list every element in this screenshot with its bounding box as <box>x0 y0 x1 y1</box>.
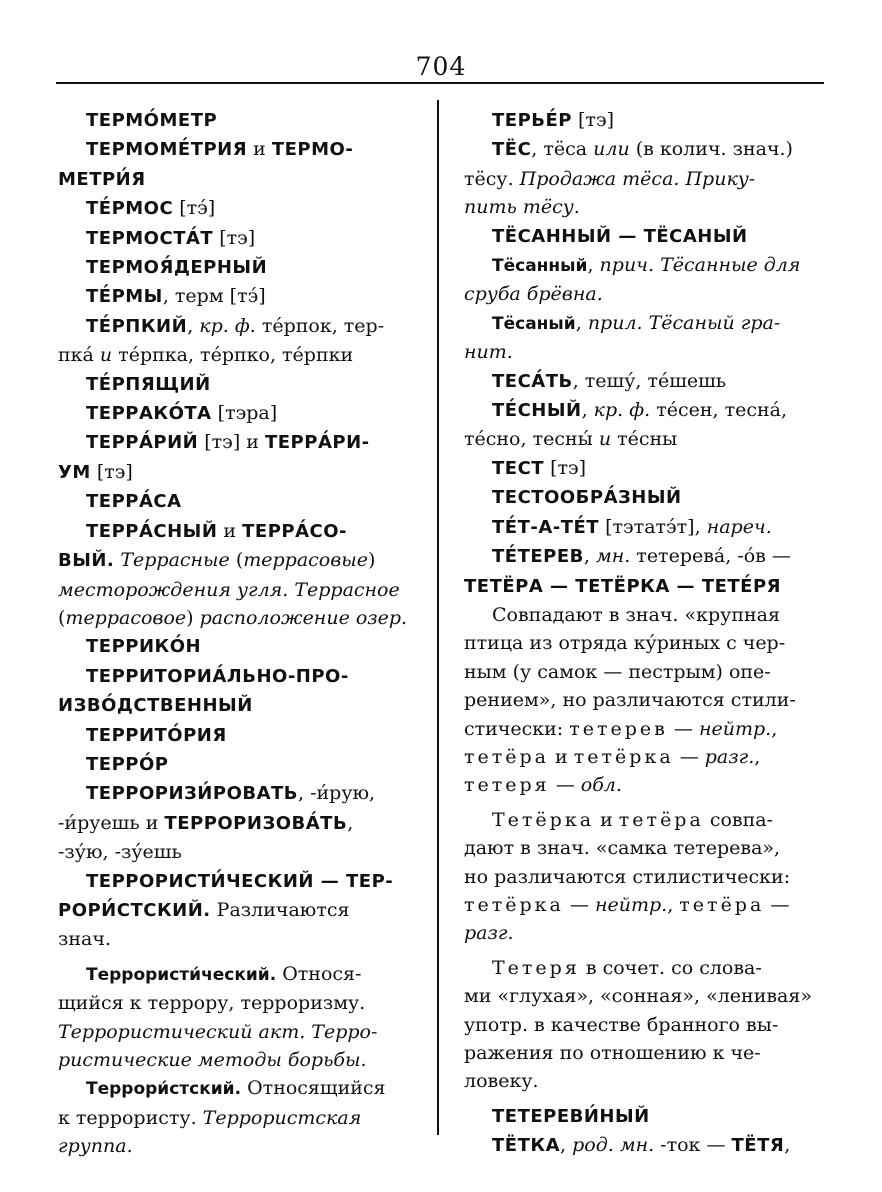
text-line: знач. <box>58 928 111 951</box>
text-line: ТЕРРИТОРИА́ЛЬНО-ПРО- <box>86 665 349 687</box>
text-line: разг. <box>464 922 514 945</box>
text-line: ТЕРРО́Р <box>86 753 169 775</box>
text-line: рением», но различаются стили- <box>464 689 796 712</box>
text-line: ИЗВО́ДСТВЕННЫЙ <box>58 695 253 717</box>
text-line: употр. в качестве бранного вы- <box>464 1013 779 1036</box>
text-line: ТЕТЁРА — ТЕТЁРКА — ТЕТЕ́РЯ <box>464 575 782 597</box>
text-line: ми «глухая», «сонная», «ленивая» <box>464 985 812 1008</box>
text-line: ристические методы борьбы. <box>58 1049 367 1071</box>
text-line: ТЕРМОСТА́Т [тэ] <box>86 226 256 249</box>
text-line: сруба брёвна. <box>464 283 603 306</box>
text-line: группа. <box>58 1135 133 1158</box>
text-line: ТЕСТООБРА́ЗНЫЙ <box>492 487 682 509</box>
text-line: тёсу. Продажа тёса. Прику- <box>464 167 756 190</box>
text-line: дают в знач. «самка тетерева», <box>464 837 781 860</box>
text-line: ТЕ́РПЯЩИЙ <box>86 373 211 395</box>
text-line: месторождения угля. Террасное <box>58 578 400 601</box>
text-line: ТЕРМОМЕ́ТРИЯ и ТЕРМО- <box>86 138 354 161</box>
text-line: РОРИ́СТСКИЙ. Различаются <box>58 898 350 921</box>
text-line: ТЕРРИТО́РИЯ <box>86 724 227 746</box>
text-line: Террори́стский. Относящийся <box>86 1077 386 1100</box>
text-line: Тёсанный, прич. Тёсанные для <box>492 254 801 277</box>
text-line: ТЕ́РМОС [тэ́] <box>86 197 216 220</box>
text-line: -и́руешь и ТЕРРОРИЗОВА́ТЬ, <box>58 811 354 834</box>
text-line: ТЁС, тёса или (в колич. знач.) <box>492 138 793 161</box>
text-line: ТЕРРИКО́Н <box>86 636 202 658</box>
text-line: ВЫЙ. Террасные (террасовые) <box>58 549 376 572</box>
text-line: ТЁСАННЫЙ — ТЁСАНЫЙ <box>492 225 748 247</box>
text-line: ТЕ́Т-А-ТЕ́Т [тэтатэ́т], нареч. <box>492 515 772 538</box>
text-line: тетёрка — нейтр., тетёра — <box>464 893 790 916</box>
page-number: 704 <box>415 52 467 81</box>
text-line: ТЁТКА, род. мн. -ток — ТЁТЯ, <box>492 1134 791 1157</box>
text-line: ТЕ́СНЫЙ, кр. ф. те́сен, тесна́, <box>492 399 788 422</box>
text-line: но различаются стилистически: <box>464 865 791 888</box>
text-line: ТЕРРА́РИЙ [тэ] и ТЕРРА́РИ- <box>86 431 370 454</box>
text-line: ТЕРМОЯ́ДЕРНЫЙ <box>86 257 268 279</box>
text-line: МЕТРИ́Я <box>58 168 146 190</box>
text-line: ТЕ́РПКИЙ, кр. ф. те́рпок, тер- <box>86 314 385 337</box>
text-line: Террористический акт. Терро- <box>58 1020 378 1043</box>
text-line: ТЕРЬЕ́Р [тэ] <box>492 109 615 131</box>
text-line: ражения по отношению к че- <box>464 1042 761 1064</box>
text-line: (террасовое) расположение озер. <box>58 606 408 629</box>
text-line: ТЕСА́ТЬ, тешу́, те́шешь <box>492 369 727 392</box>
text-line: ТЕ́ТЕРЕВ, мн. тетерева́, -о́в — <box>492 545 791 568</box>
text-line: Совпадают в знач. «крупная <box>492 603 780 626</box>
text-line: Тетёрка и тетёра совпа- <box>492 808 774 831</box>
text-line: Тёсаный, прил. Тёсаный гра- <box>492 311 781 334</box>
text-line: ТЕ́РМЫ, терм [тэ́] <box>86 285 266 308</box>
text-line: -зу́ю, -зу́ешь <box>58 841 182 864</box>
text-line: пка́ и те́рпка, те́рпко, те́рпки <box>58 344 354 367</box>
text-line: УМ [тэ] <box>58 460 133 483</box>
text-line: ТЕРРА́СА <box>86 491 182 513</box>
header-rule <box>56 82 824 84</box>
column-divider <box>437 100 439 1135</box>
text-line: тетеря — обл. <box>464 774 622 797</box>
text-line: ТЕРРА́СНЫЙ и ТЕРРА́СО- <box>86 519 348 542</box>
text-line: Тетеря в сочет. со слова- <box>492 956 762 979</box>
text-line: ТЕРМО́МЕТР <box>86 110 218 131</box>
right-column <box>464 106 822 1161</box>
left-column <box>58 106 416 1161</box>
text-line: ТЕТЕРЕВИ́НЫЙ <box>492 1105 650 1127</box>
text-line: нит. <box>464 341 513 364</box>
text-line: ТЕСТ [тэ] <box>492 456 587 479</box>
text-line: к террористу. Террористская <box>58 1106 362 1129</box>
text-line: пить тёсу. <box>464 196 580 219</box>
text-line: ТЕРРОРИСТИ́ЧЕСКИЙ — ТЕР- <box>86 870 394 892</box>
text-line: ТЕРРОРИЗИ́РОВАТЬ, -и́рую, <box>86 782 376 805</box>
text-line: ным (у самок — пестрым) опе- <box>464 660 771 683</box>
text-line: Террористи́ческий. Относя- <box>86 962 362 985</box>
text-line: птица из отряда ку́риных с чер- <box>464 632 786 655</box>
text-line: ТЕРРАКО́ТА [тэра] <box>86 402 278 425</box>
text-line: тетёра и тетёрка — разг., <box>464 745 761 768</box>
text-line: щийся к террору, терроризму. <box>58 992 366 1015</box>
text-line: те́сно, тесны́ и те́сны <box>464 428 678 451</box>
text-line: ловеку. <box>464 1070 539 1093</box>
text-line: стически: тетерев — нейтр., <box>464 717 778 740</box>
